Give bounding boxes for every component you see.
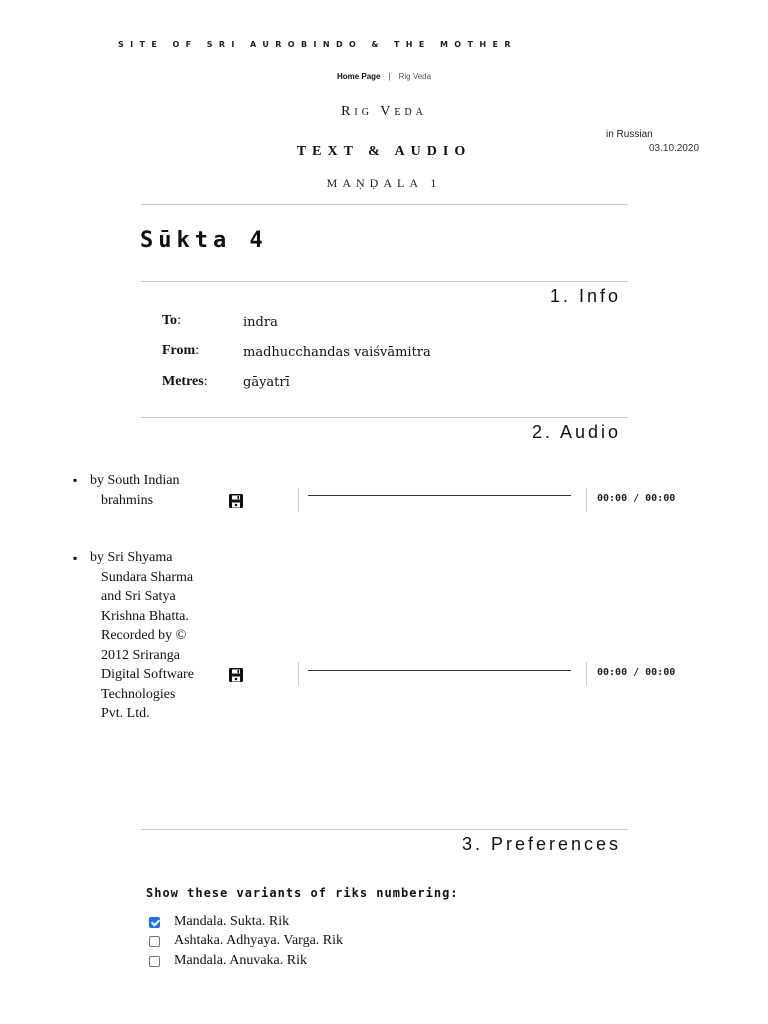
divider — [141, 829, 628, 830]
player-divider — [586, 488, 587, 512]
player-divider — [298, 488, 299, 512]
option-mandala-anuvaka-rik[interactable] — [149, 953, 307, 969]
audio-time: 00:00 / 00:00 — [597, 667, 676, 678]
list-bullet: ▪ — [73, 551, 78, 565]
info-label-from: From: — [162, 343, 200, 358]
save-icon[interactable] — [228, 667, 244, 683]
numbering-variants-label: Show these variants of riks numbering: — [146, 886, 459, 900]
page-subtitle: TEXT & AUDIO — [296, 144, 472, 159]
audio-progress-track[interactable] — [308, 495, 571, 496]
audio-heading: 2. Audio — [531, 422, 621, 442]
mandala-title: MAṆḌALA 1 — [326, 176, 442, 190]
divider — [141, 204, 628, 205]
info-value-from: madhucchandas vaiśvāmitra — [243, 345, 431, 360]
option-label: Mandala. Anuvaka. Rik — [174, 953, 307, 968]
info-heading: 1. Info — [549, 286, 621, 306]
list-bullet: ▪ — [73, 473, 78, 487]
option-mandala-sukta-rik[interactable] — [149, 914, 289, 930]
info-value-to: indra — [243, 315, 278, 330]
home-page-link[interactable]: Home Page — [336, 72, 381, 81]
info-label-metres: Metres: — [162, 374, 208, 389]
player-divider — [586, 662, 587, 686]
site-title[interactable]: SITE OF SRI AUROBINDO & THE MOTHER — [118, 40, 517, 49]
divider — [141, 417, 628, 418]
info-value-metres: gāyatrī — [243, 375, 290, 390]
option-label: Mandala. Sukta. Rik — [174, 914, 290, 929]
player-divider — [298, 662, 299, 686]
save-icon[interactable] — [228, 493, 244, 509]
breadcrumb-separator: | — [388, 72, 391, 81]
audio-progress-track[interactable] — [308, 670, 571, 671]
sukta-title: Sūkta 4 — [140, 228, 268, 253]
audio-source-label: by Sri Shyama Sundara Sharma and Sri Satya Krishna Bhatta. Recorded by © 2012 Sriranga Digital Software Technologies Pvt. Ltd. — [90, 550, 194, 721]
preferences-heading: 3. Preferences — [461, 834, 621, 854]
breadcrumb — [0, 72, 768, 81]
divider — [141, 281, 628, 282]
russian-version-link[interactable]: in Russian — [606, 129, 653, 140]
option-label: Ashtaka. Adhyaya. Varga. Rik — [174, 933, 344, 948]
page-title: Rig Veda — [341, 104, 427, 119]
breadcrumb-current: Rig Veda — [398, 72, 432, 81]
audio-time: 00:00 / 00:00 — [597, 493, 676, 504]
audio-source-label: by South Indian brahmins — [90, 473, 180, 508]
checkbox-unchecked[interactable] — [149, 936, 160, 947]
checkbox-checked[interactable] — [149, 917, 160, 928]
date-label: 03.10.2020 — [649, 143, 700, 154]
info-label-to: To: — [162, 313, 181, 328]
checkbox-unchecked[interactable] — [149, 956, 160, 967]
option-ashtaka-adhyaya-varga-rik[interactable] — [149, 933, 343, 949]
